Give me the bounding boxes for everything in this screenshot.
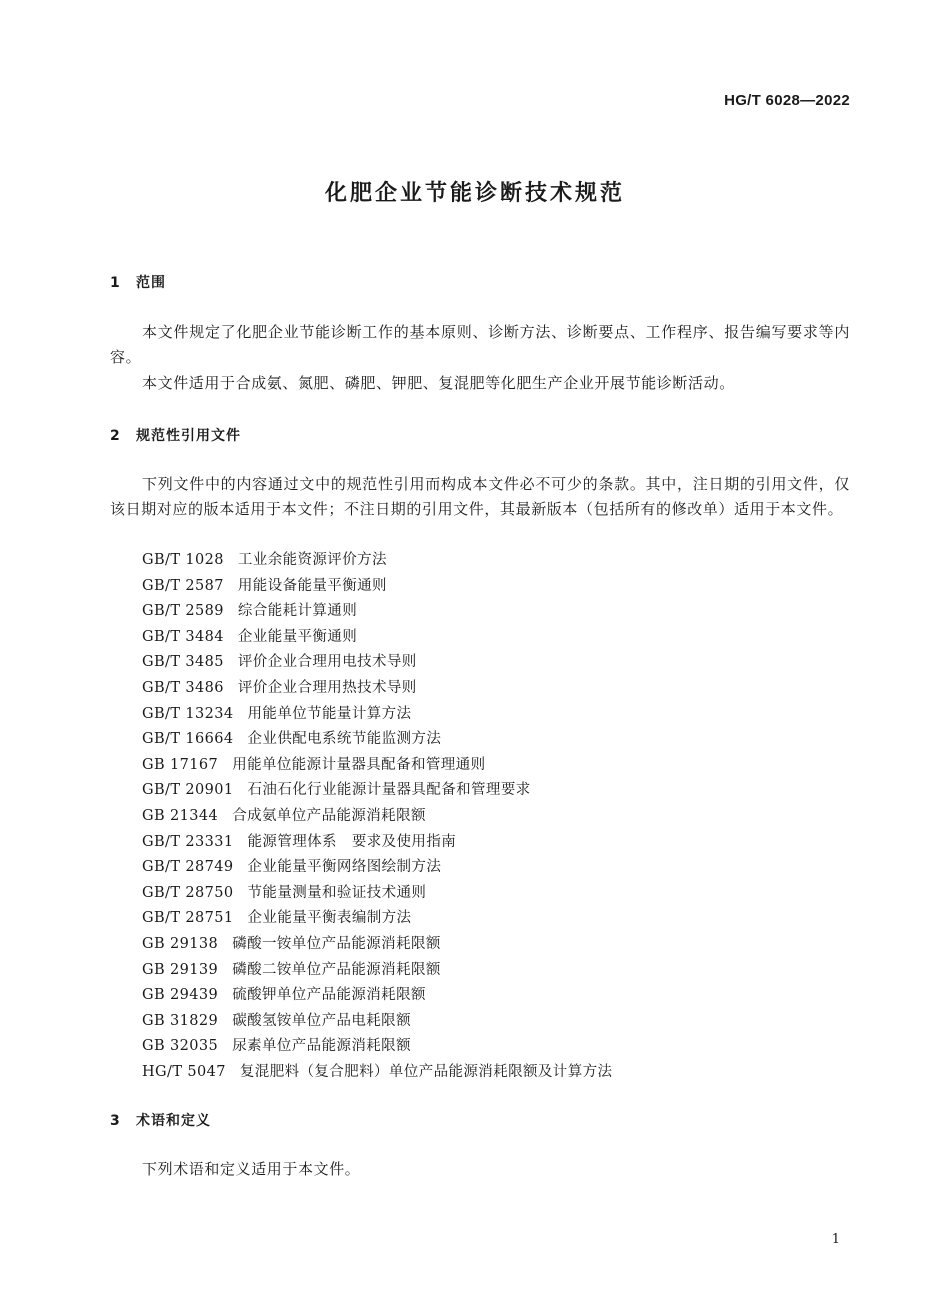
reference-code: GB 17167 [142,756,219,773]
reference-code: GB/T 28749 [142,859,234,876]
section-2-heading [110,425,241,445]
section-title: 范围 [136,275,166,291]
reference-code: GB/T 2589 [142,603,224,620]
reference-title: 碳酸氢铵单位产品电耗限额 [232,1012,411,1029]
section-1-paragraph-1: 本文件规定了化肥企业节能诊断工作的基本原则、诊断方法、诊断要点、工作程序、报告编写要求等内容。 [110,323,850,366]
reference-item [142,778,612,804]
reference-code: GB/T 20901 [142,782,234,799]
section-1-heading [110,272,166,292]
reference-item [142,753,612,779]
reference-item [142,548,612,574]
reference-item [142,574,612,600]
reference-item [142,830,612,856]
reference-code: GB/T 16664 [142,731,234,748]
reference-title: 工业余能资源评价方法 [237,552,387,568]
reference-item [142,727,612,753]
section-number: 2 [110,428,121,444]
reference-title: 企业能量平衡通则 [237,628,358,645]
reference-item [142,932,612,958]
reference-code: GB 32035 [142,1038,219,1055]
reference-item [142,958,612,984]
reference-title: 磷酸二铵单位产品能源消耗限额 [232,961,441,978]
reference-item [142,702,612,728]
reference-item [142,983,612,1009]
reference-title: 硫酸钾单位产品能源消耗限额 [232,987,426,1004]
reference-title: 复混肥料（复合肥料）单位产品能源消耗限额及计算方法 [239,1063,613,1080]
reference-code: GB 29139 [142,961,219,978]
section-number: 3 [110,1113,121,1129]
reference-code: GB/T 3485 [142,654,224,671]
reference-code: GB/T 2587 [142,577,224,594]
section-number: 1 [110,275,121,291]
reference-item [142,804,612,830]
reference-code: GB/T 28751 [142,910,234,927]
reference-item [142,906,612,932]
section-title: 术语和定义 [136,1113,211,1129]
reference-item [142,650,612,676]
reference-code: GB 29138 [142,935,219,952]
reference-title: 用能单位节能量计算方法 [247,705,412,722]
reference-item [142,1009,612,1035]
reference-code: GB/T 23331 [142,833,234,850]
reference-code: GB/T 3484 [142,628,224,645]
reference-code: GB 29439 [142,987,219,1004]
reference-code: GB/T 13234 [142,705,234,722]
reference-item [142,599,612,625]
reference-title: 能源管理体系 要求及使用指南 [247,833,457,850]
section-1-paragraph-2: 本文件适用于合成氨、氮肥、磷肥、钾肥、复混肥等化肥生产企业开展节能诊断活动。 [142,374,735,392]
reference-code: HG/T 5047 [142,1063,226,1080]
reference-title: 合成氨单位产品能源消耗限额 [232,807,426,824]
document-code: HG/T 6028—2022 [724,92,850,109]
document-title: 化肥企业节能诊断技术规范 [324,181,625,206]
reference-title: 尿素单位产品能源消耗限额 [232,1038,411,1055]
normative-reference-list [142,548,612,1085]
reference-title: 企业供配电系统节能监测方法 [247,731,442,748]
reference-title: 企业能量平衡网络图绘制方法 [247,859,442,876]
reference-item [142,625,612,651]
reference-code: GB 21344 [142,807,219,824]
section-2-paragraph-1: 下列文件中的内容通过文中的规范性引用而构成本文件必不可少的条款。其中，注日期的引用文件，仅该日期对应的版本适用于本文件；不注日期的引用文件，其最新版本（包括所有的修改单）适用于本文件。 [110,475,850,518]
reference-item [142,881,612,907]
reference-code: GB/T 28750 [142,884,234,901]
reference-code: GB 31829 [142,1012,219,1029]
reference-item [142,1034,612,1060]
reference-item [142,1060,612,1086]
reference-title: 综合能耗计算通则 [237,603,358,620]
reference-item [142,676,612,702]
reference-title: 评价企业合理用热技术导则 [237,679,417,696]
section-3-paragraph-1: 下列术语和定义适用于本文件。 [142,1160,361,1178]
reference-item [142,855,612,881]
reference-code: GB/T 1028 [142,552,224,568]
section-3-heading [110,1110,211,1130]
section-title: 规范性引用文件 [136,428,241,444]
reference-title: 石油石化行业能源计量器具配备和管理要求 [247,782,531,799]
reference-title: 节能量测量和验证技术通则 [247,884,427,901]
reference-title: 磷酸一铵单位产品能源消耗限额 [232,935,441,952]
page-number: 1 [831,1232,840,1247]
reference-title: 评价企业合理用电技术导则 [237,654,417,671]
reference-code: GB/T 3486 [142,679,224,696]
reference-title: 用能单位能源计量器具配备和管理通则 [232,756,486,773]
reference-title: 用能设备能量平衡通则 [237,577,387,594]
reference-title: 企业能量平衡表编制方法 [247,910,412,927]
